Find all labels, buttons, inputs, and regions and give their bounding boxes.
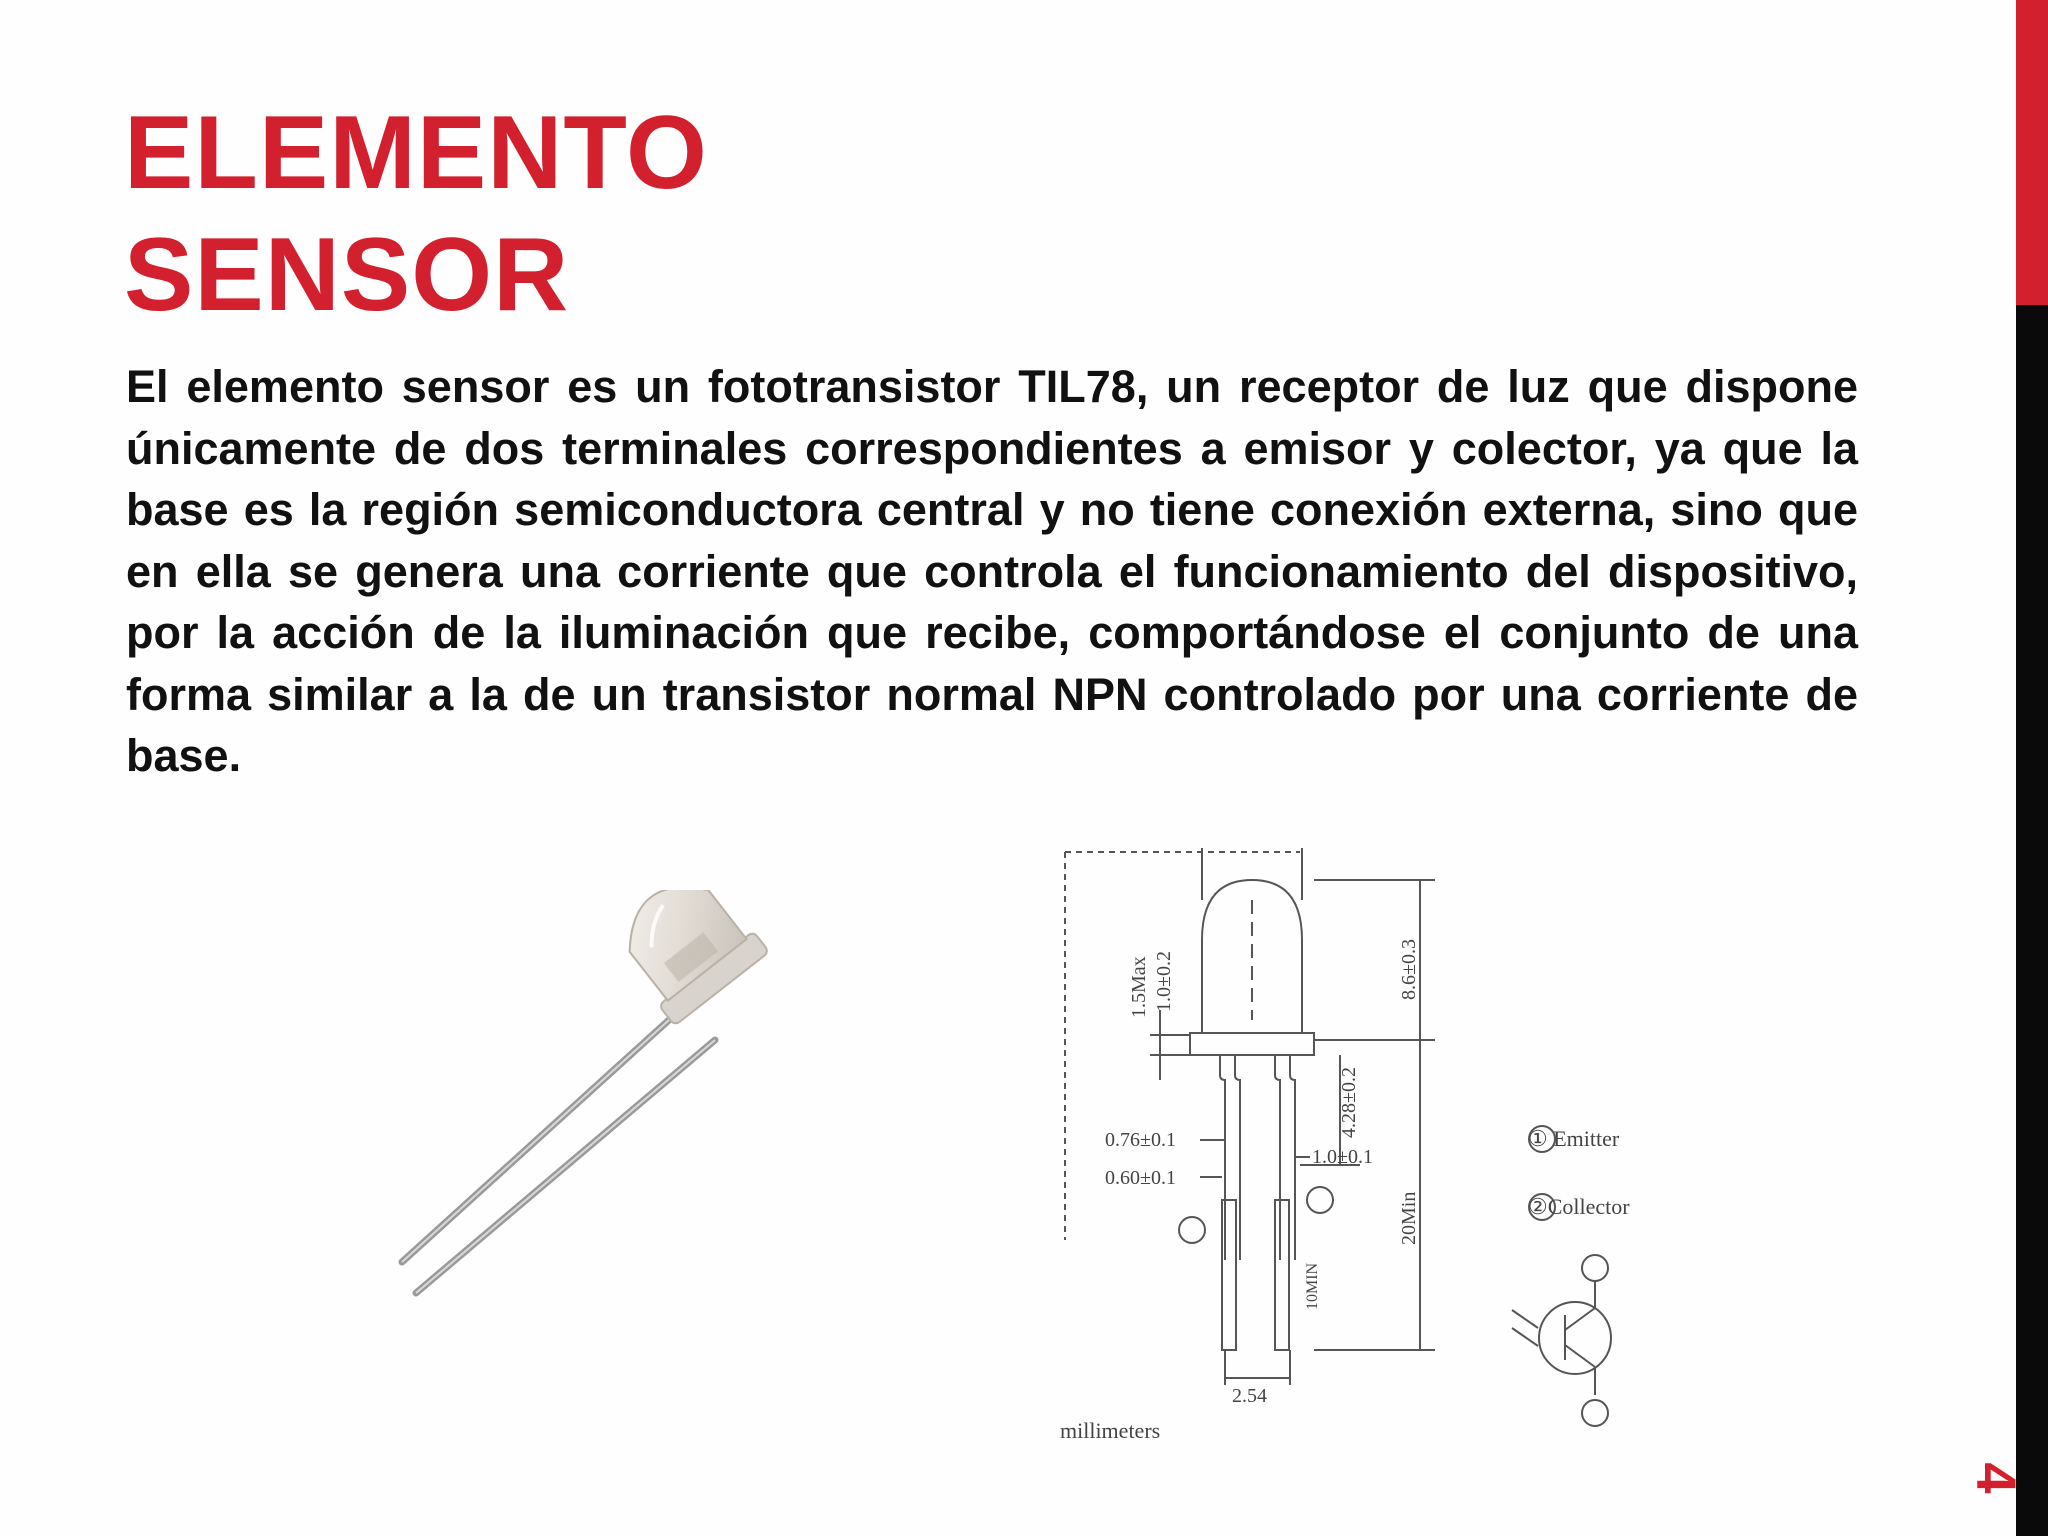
dimension-drawing	[1050, 840, 1680, 1440]
phototransistor-photo	[380, 890, 900, 1320]
dim-height-label: 8.6±0.3	[1398, 939, 1420, 1000]
dim-20min-label: 20Min	[1398, 1191, 1420, 1245]
title-line-1: ELEMENTO	[124, 95, 708, 211]
legend-emitter: ① Emitter	[1528, 1126, 1620, 1151]
dim-10min-label: 10MIN	[1304, 1262, 1321, 1310]
dim-lead-label: 4.28±0.2	[1338, 1067, 1360, 1138]
dim-pitch-label: 2.54	[1232, 1385, 1267, 1407]
footer-cut-label: millimeters	[1060, 1418, 1161, 1440]
dim-max-label: 1.5Max	[1128, 956, 1150, 1018]
dim-060-label: 0.60±0.1	[1105, 1167, 1176, 1189]
slide-title	[124, 92, 708, 336]
dim-076-label: 0.76±0.1	[1105, 1129, 1176, 1151]
dim-10-label: 1.0±0.1	[1312, 1146, 1373, 1168]
side-accent-bar	[2016, 0, 2048, 305]
title-line-2: SENSOR	[124, 217, 570, 333]
dim-flange-label: 1.0±0.2	[1153, 951, 1175, 1012]
page-number: 4	[1965, 1462, 2028, 1494]
side-dark-bar	[2016, 305, 2048, 1536]
legend-collector: ②Collector	[1528, 1194, 1630, 1219]
body-paragraph: El elemento sensor es un fototransistor TIL78, un receptor de luz que dispone únicamente de dos terminales correspondientes a emisor y colector, ya que la base es la región semiconductora central y no tiene conexión externa, sino que en ella se genera una corriente que controla el funcionamiento del dispositivo, por la acción de la iluminación que recibe, comportándose el conjunto de una forma similar a la de un transistor normal NPN controlado por una corriente de base.	[126, 361, 1858, 781]
